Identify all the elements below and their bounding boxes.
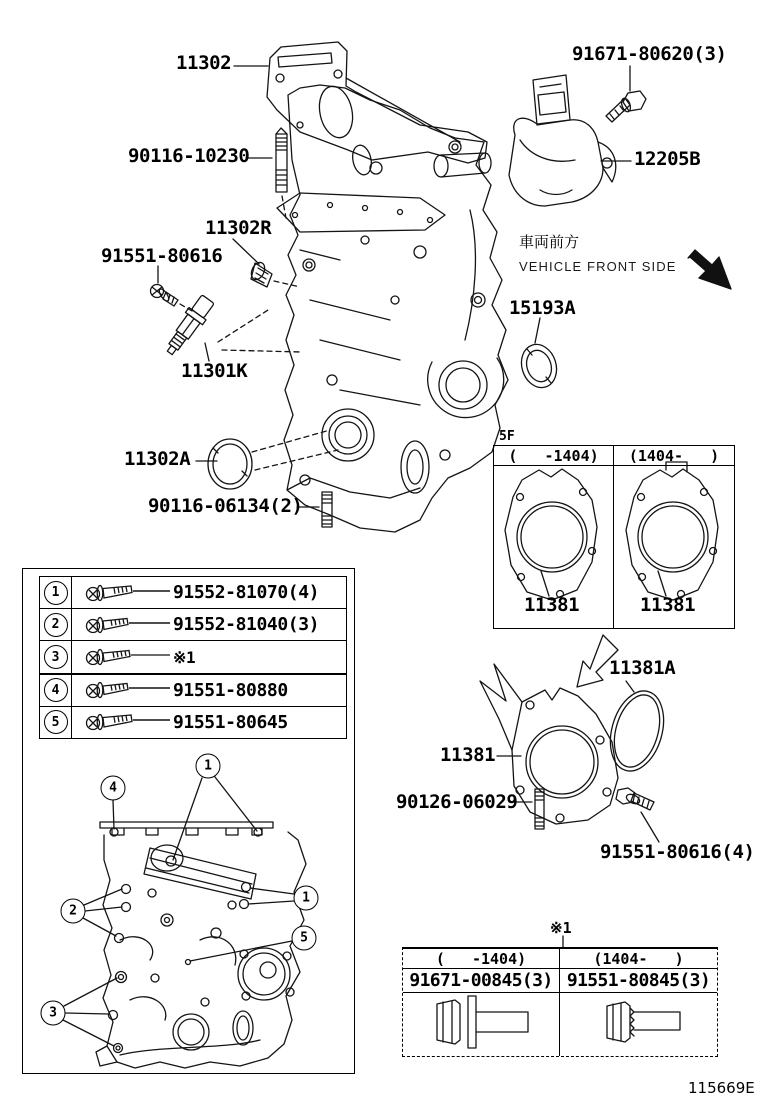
callout-5: 5 xyxy=(292,926,317,951)
part-label-11381-main: 11381 xyxy=(440,744,496,766)
variant-cell-left xyxy=(403,993,560,1056)
vehicle-front-label-jp: 車両前方 xyxy=(519,233,580,251)
part-number: 91551-80645 xyxy=(173,711,288,733)
oring-drawing xyxy=(602,685,673,778)
flange-bolt-icon xyxy=(84,677,172,703)
bolt-variant-table xyxy=(402,947,718,1057)
variant-part-right: 91551-80845(3) xyxy=(566,970,711,991)
flange-bolt-icon xyxy=(84,644,172,670)
figure-code: 115669E xyxy=(688,1079,755,1097)
callout-1-right: 1 xyxy=(294,886,319,911)
callout-2: 2 xyxy=(61,899,86,924)
retainer-stud-drawing xyxy=(535,789,544,829)
variant-part-left: 91671-00845(3) xyxy=(403,969,560,992)
bolt-91551-80616-drawing xyxy=(151,285,193,312)
variant-header-right: (1404- ) xyxy=(593,949,684,968)
variant-cell-right xyxy=(560,993,717,1056)
callout-4: 4 xyxy=(101,776,126,801)
part-label-11301K: 11301K xyxy=(181,360,248,382)
flange-bolt-icon xyxy=(84,612,172,638)
part-label-11381-right: 11381 xyxy=(640,594,696,616)
seal-box-header-right: (1404- ) xyxy=(628,446,720,465)
sensor-drawing xyxy=(161,293,302,359)
callout-1-top: 1 xyxy=(196,754,221,779)
mounting-bracket-drawing xyxy=(267,42,491,177)
part-label-11381A: 11381A xyxy=(609,657,676,679)
part-label-11381-left: 11381 xyxy=(524,594,580,616)
stud-bolt-lower-drawing xyxy=(322,492,332,527)
fastener-row xyxy=(40,706,346,738)
front-oil-seal-drawing xyxy=(208,430,338,489)
part-note: ※1 xyxy=(173,647,196,667)
row-number-badge: 4 xyxy=(44,678,68,702)
flange-bolt-icon xyxy=(84,709,172,735)
part-label-91551-80616: 91551-80616 xyxy=(101,245,223,267)
cam-sensor-bolt-drawing xyxy=(606,91,646,122)
fastener-row xyxy=(40,577,346,608)
vehicle-front-label-en: VEHICLE FRONT SIDE xyxy=(519,259,677,274)
variant-note-label: ※1 xyxy=(550,919,572,937)
row-number-badge: 3 xyxy=(44,645,68,669)
row-number-badge: 5 xyxy=(44,710,68,734)
flange-bolt-icon xyxy=(84,580,172,606)
seal-box-header-left: ( -1404) xyxy=(494,446,614,465)
callout-3: 3 xyxy=(41,1001,66,1026)
retainer-bolt-drawing xyxy=(616,788,654,810)
part-label-91671-80620: 91671-80620(3) xyxy=(572,43,727,65)
part-label-11302: 11302 xyxy=(176,52,232,74)
part-label-15193A: 15193A xyxy=(509,297,576,319)
row-number-badge: 2 xyxy=(44,613,68,637)
fastener-row xyxy=(40,673,346,706)
part-label-90116-10230: 90116-10230 xyxy=(128,145,250,167)
part-label-11302A: 11302A xyxy=(124,448,191,470)
engine-front-assembly-drawing xyxy=(277,83,508,532)
transmission-code-label: 5F xyxy=(499,429,515,444)
part-label-90126-06029: 90126-06029 xyxy=(396,791,518,813)
part-number: 91552-81070(4) xyxy=(173,582,320,604)
variant-header-left: ( -1404) xyxy=(403,949,560,968)
part-label-91551-80616-4: 91551-80616(4) xyxy=(600,841,755,863)
part-number: 91552-81040(3) xyxy=(173,614,320,636)
part-label-12205B: 12205B xyxy=(634,148,701,170)
part-label-90116-06134: 90116-06134(2) xyxy=(148,495,303,517)
part-label-11302R: 11302R xyxy=(205,217,272,239)
fastener-row xyxy=(40,608,346,640)
part-number: 91551-80880 xyxy=(173,679,288,701)
vehicle-front-arrow xyxy=(688,250,731,289)
fastener-row xyxy=(40,640,346,672)
fastener-table xyxy=(39,576,347,739)
camshaft-sensor-drawing xyxy=(509,75,616,206)
crankshaft-seal-drawing xyxy=(516,340,562,392)
row-number-badge: 1 xyxy=(44,581,68,605)
